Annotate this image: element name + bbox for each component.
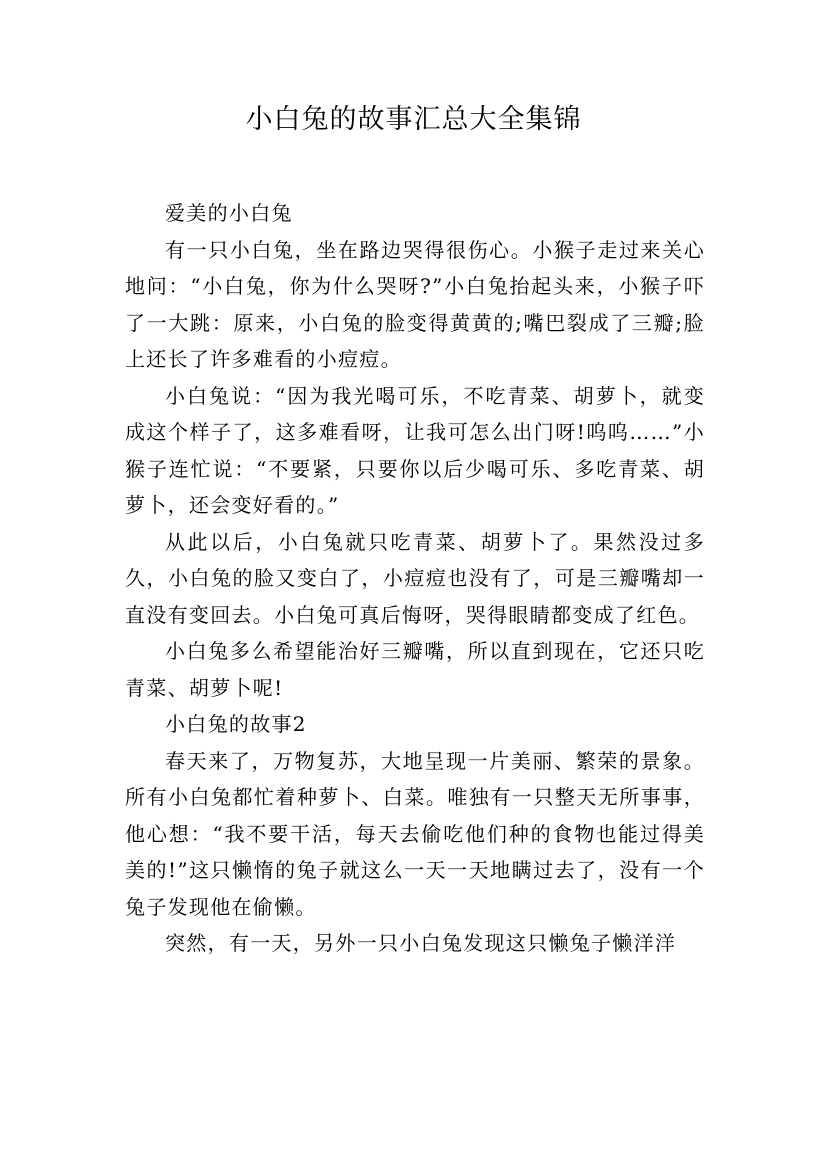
document-title: 小白兔的故事汇总大全集锦 (245, 104, 582, 135)
paragraph: 小白兔说：“因为我光喝可乐，不吃青菜、胡萝卜，就变成这个样子了，这多难看呀，让我可怎么出门呀!呜呜……”小猴子连忙说：“不要紧，只要你以后少喝可乐、多吃青菜、胡萝卜，还会变好看的。” (125, 383, 705, 517)
section-heading: 爱美的小白兔 (165, 201, 293, 225)
document-body (125, 195, 705, 962)
paragraph: 突然，有一天，另外一只小白兔发现这只懒兔子懒洋洋 (165, 931, 677, 955)
paragraph: 从此以后，小白兔就只吃青菜、胡萝卜了。果然没过多久，小白兔的脸又变白了，小痘痘也没有了，可是三瓣嘴却一直没有变回去。小白兔可真后悔呀，哭得眼睛都变成了红色。 (125, 529, 705, 627)
section-heading: 小白兔的故事2 (165, 712, 307, 736)
paragraph: 有一只小白兔，坐在路边哭得很伤心。小猴子走过来关心地问：“小白兔，你为什么哭呀?”小白兔抬起头来，小猴子吓了一大跳：原来，小白兔的脸变得黄黄的;嘴巴裂成了三瓣;脸上还长了许多难看的小痘痘。 (125, 237, 705, 371)
paragraph: 春天来了，万物复苏，大地呈现一片美丽、繁荣的景象。所有小白兔都忙着种萝卜、白菜。唯独有一只整天无所事事，他心想：“我不要干活，每天去偷吃他们种的食物也能过得美美的!”这只懒惰的兔子就这么一天一天地瞒过去了，没有一个兔子发现他在偷懒。 (125, 748, 705, 919)
paragraph: 小白兔多么希望能治好三瓣嘴，所以直到现在，它还只吃青菜、胡萝卜呢! (125, 639, 705, 700)
